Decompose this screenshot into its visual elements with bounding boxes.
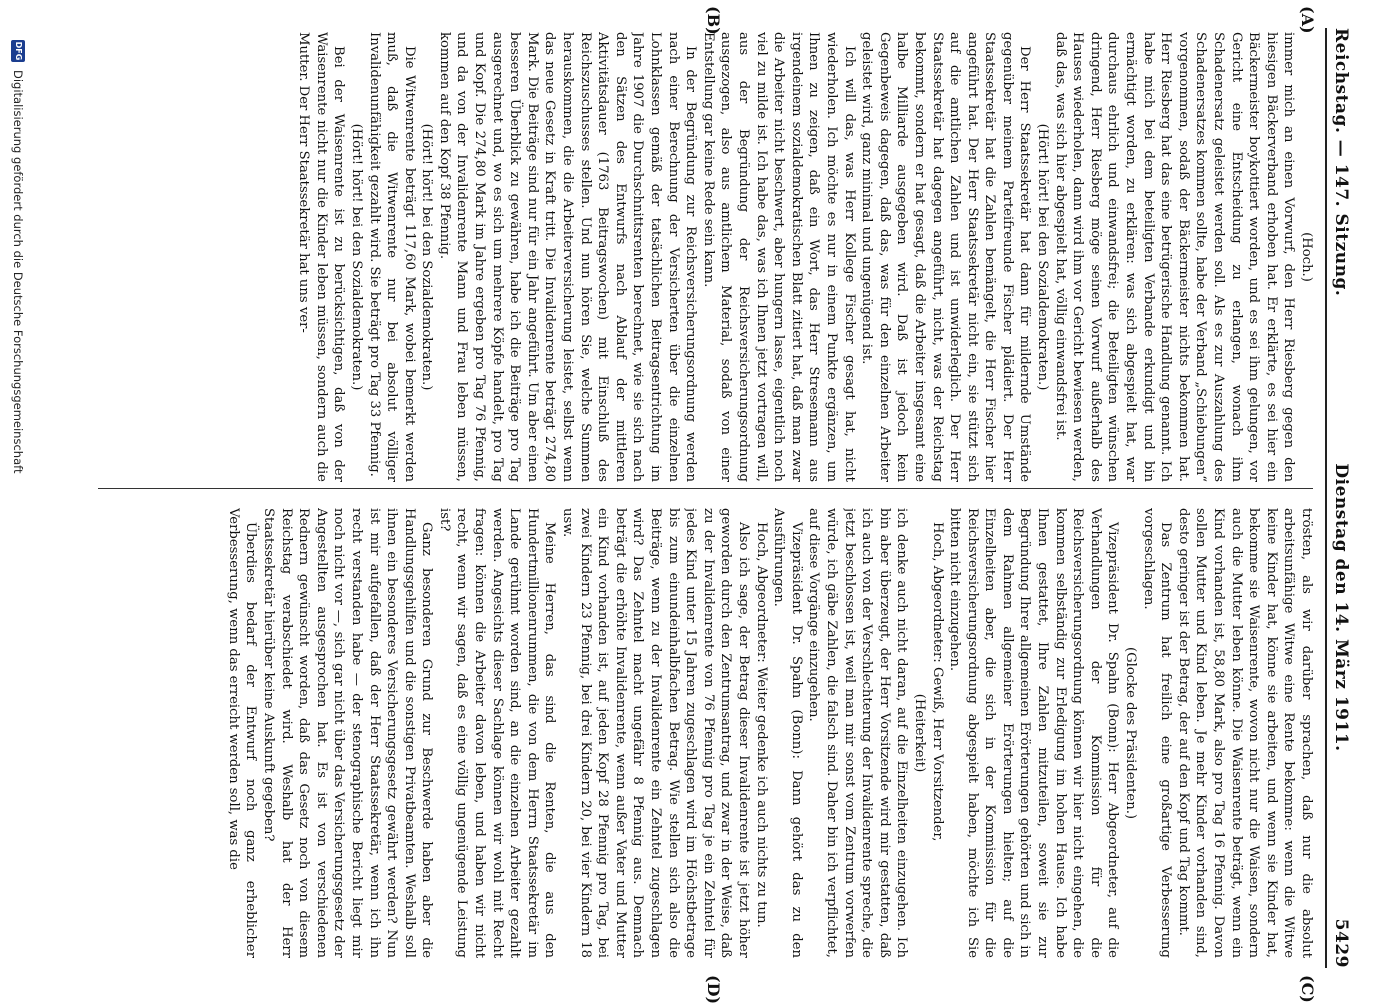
- paragraph: ich denke auch nicht daran, auf die Einzelheiten einzugehen. Ich bin aber überzeugt, der Herr Vorsitzende wird mir gestatten, daß ich auch von der Verschlechterung der Invalidenrente spreche, die jetzt beschlossen ist, weil man mir sonst vom Zentrum vorwerfen würde, ich gäbe Zahlen, die falsch sind. Daher bin ich verpflichtet, auf diese Vorgänge einzugehen.: [806, 508, 910, 958]
- interjection: (Heiterkeit): [911, 693, 927, 773]
- header-left: Reichstag. — 147. Sitzung.: [1331, 28, 1351, 297]
- speaker-paragraph: Vizepräsident Dr. Spahn (Bonn): Dann gehört das zu den Ausführungen.: [771, 508, 804, 958]
- interjection: (Hört! hört! bei den Sozialdemokraten.): [348, 123, 364, 391]
- left-column: [100, 32, 1315, 482]
- column-divider: [98, 488, 1313, 489]
- dfg-logo-icon: DFG: [11, 40, 25, 62]
- page-header: [1331, 28, 1361, 968]
- paragraph: Überdies bedarf der Entwurf noch ganz erheblicher Verbesserung, wenn das erreicht werden soll, was die: [225, 508, 259, 958]
- margin-marker-c: (C): [1298, 975, 1317, 1003]
- right-column: [100, 508, 1315, 958]
- speaker-paragraph: Hoch, Abgeordneter: Gewiß, Herr Vorsitzender,: [929, 522, 945, 842]
- paragraph: Die Witwenrente beträgt 117,60 Mark, wobei bemerkt werden muß, daß die Witwenrente nur bei absolut völliger Invalidenunfähigkeit gezahlt wird. Sie beträgt pro Tag 33 Pfennig.: [366, 32, 417, 482]
- speaker-paragraph: Hoch, Abgeordneter: Weiter gedenke ich auch nichts zu tun.: [753, 522, 769, 928]
- header-date: Dienstag den 14. März 1911.: [1331, 463, 1351, 752]
- margin-marker-b: (B): [704, 6, 723, 35]
- interjection: (Glocke des Präsidenten.): [1123, 646, 1139, 820]
- paragraph: In der Begründung zur Reichsversicherungsordnung werden nach einer Berechnung der Versicherten über die einzelnen Lohnklassen gemäß der tatsächlichen Beitragsentrichtung im Jahre 1907 die Durchschnittsrenten berechnet, wie sie sich nach den Sätzen des Entwurfs nach Ablauf der mittleren Aktivitätsdauer (1763 Beitragswochen) mit Einschluß des Reichszuschusses stellen. Und nun hören Sie, welche Summen herauskommen, die die Arbeiterversicherung leistet, selbst wenn das neue Gesetz in Kraft tritt. Die Invalidenrente beträgt 274,80 Mark. Die Beiträge sind nur für ein Jahr angeführt. Um aber einen besseren Überblick zu gewähren, habe ich die Beiträge pro Tag ausgerechnet und, wo es sich um mehrere Köpfe handelt, pro Tag und Kopf. Die 274,80 Mark im Jahre ergeben pro Tag 76 Pfennig, und da von der Invalidenrente Mann und Frau leben müssen, kommen auf den Kopf 38 Pfennig.: [436, 32, 699, 482]
- margin-marker-a: (A): [1298, 6, 1317, 34]
- paragraph: Meine Herren, das sind die Renten, die aus den Hundertmillionenrummen, die von dem Herrn Staatssekretär im Lande gerühmt worden sind, an die einzelnen Arbeiter gezahlt werden. Angesichts dieser Sachlage können wir wohl mit Recht fragen: können die Arbeiter davon leben, und haben wir nicht recht, wenn wir sagen, daß es eine völlig ungenügende Leistung ist?: [436, 508, 558, 958]
- paragraph: Bei der Waisenrente ist zu berücksichtigen, daß von der Waisenrente nicht nur die Kinder leben müssen, sondern auch die Mutter. Der Herr Staatssekretär hat uns ver-: [296, 32, 347, 482]
- paragraph: immer mich an einen Vorwurf, den Herr Riesberg gegen den hiesigen Bäckerverband erhoben hat. Er erklärte, es sei hier ein Bäckermeister boykottiert worden, und es sei ihm gelungen, vor Gericht eine Entscheidung zu erlangen, wonach ihm Schadenersatz geleistet werden soll. Als es zur Auszahlung des Schadenersatzes kommen sollte, habe der Verband „Schiebungen“ vorgenommen, sodaß der Bäckermeister nichts bekommen hat. Herr Riesberg hat das eine betrügerische Handlung genannt. Ich habe mich bei dem beteiligten Verbande erkundigt und bin ermächtigt worden, zu erklären: was sich abgespielt hat, war durchaus ehrlich und einwandsfrei; die Beteiligten wünschen dringend, Herr Riesberg möge seinen Vorwurf außerhalb des Hauses wiederholen, dann wird ihm vor Gericht bewiesen werden, daß das, was sich hier abgespielt hat, völlig einwandsfrei ist.: [1052, 32, 1297, 482]
- speaker-paragraph: Vizepräsident Dr. Spahn (Bonn): Herr Abgeordneter, auf die Verhandlungen der Kommission für die Reichsversicherungsordnung können wir hier nicht eingehen, die kommen selbständig zur Erledigung im hohen Hause. Ich habe Ihnen gestattet, Ihre Zahlen mitzuteilen, soweit sie zur Begründung Ihrer allgemeinen Erörterungen gehörten und sich in dem Rahmen allgemeiner Erörterungen hielten; auf die Einzelheiten aber, die sich in der Kommission für die Reichsversicherungsordnung abgespielt haben, möchte ich Sie bitten nicht einzugehen.: [947, 508, 1121, 958]
- interjection: (Hört! hört! bei den Sozialdemokraten.): [419, 123, 435, 391]
- paragraph: Ich will das, was Herr Kollege Fischer gesagt hat, nicht wiederholen. Ich möchte es nur in einem Punkte ergänzen, um Ihnen zu zeigen, daß ein Wort, das Herr Stresemann aus irgendeinem sozialdemokratischen Blatt zitiert hat, daß man zwar die Arbeiter nicht beschwert, aber hungern lasse, eigentlich noch viel zu milde ist. Ich habe das, was ich Ihnen jetzt vortragen will, aus der Begründung der Reichsversicherungsordnung ausgezogen, also aus amtlichem Material, sodaß von einer Entstellung gar keine Rede sein kann.: [700, 32, 857, 482]
- digitization-credit: [8, 40, 28, 940]
- paragraph: Also ich sage, der Betrag dieser Invalidenrente ist jetzt höher geworden durch den Zentrumsantrag, und zwar in der Weise, daß zu der Invalidenrente von 76 Pfennig pro Tag je ein Zehntel für jedes Kind unter 15 Jahren zugeschlagen wird im Höchstbetrage bis zum einundeinhalbfachen Betrag. Wie stellen sich also die Beiträge, wenn zu der Invalidenrente ein Zehntel zugeschlagen wird? Das Zehntel macht ungefähr 8 Pfennig aus. Demnach beträgt die erhöhte Invalidenrente, wenn außer Vater und Mutter ein Kind vorhanden ist, auf jeden Kopf 28 Pfennig pro Tag, bei zwei Kindern 23 Pfennig, bei drei Kindern 20, bei vier Kindern 18 usw.: [560, 508, 751, 958]
- interjection: (Hört! hört! bei den Sozialdemokraten.): [1035, 123, 1051, 391]
- margin-marker-d: (D): [704, 975, 723, 1004]
- page-number: 5429: [1331, 918, 1351, 968]
- speaker-tag: (Hoch.): [1299, 232, 1314, 282]
- paragraph: trösten, als wir darüber sprachen, daß nur die absolut arbeitsunfähige Witwe eine Rente bekomme: wenn die Witwe keine Kinder hat, könne sie arbeiten, und wenn sie Kinder hat, bekomme sie Waisenrente, wovon nicht nur die Waisen, sondern auch die Mutter leben könne. Die Waisenrente beträgt, wenn ein Kind vorhanden ist, 58,80 Mark, also pro Tag 16 Pfennig. Davon sollen Mutter und Kind leben. Je mehr Kinder vorhanden sind, desto geringer ist der Betrag, der auf den Kopf und Tag kommt.: [1175, 508, 1314, 958]
- paragraph: Der Herr Staatssekretär hat dann für mildernde Umstände gegenüber meinem Parteifreunde Fischer plädiert. Der Herr Staatssekretär hat die Zahlen bemängelt, die Herr Fischer hier angeführt hat. Der Herr Staatssekretär nicht ein, sie stützt sich auf die amtlichen Zahlen und ist unwiderleglich. Der Herr Staatssekretär hat dagegen angeführt, nicht, was der Reichstag bekommt, sondern er hat gesagt, daß die Arbeiter insgesamt eine halbe Milliarde ausgegeben wird. Daß ist jedoch kein Gegenbeweis dagegen, daß das, was für den einzelnen Arbeiter geleistet wird, ganz minimal und ungenügend ist.: [859, 32, 1033, 482]
- header-rule: [1325, 28, 1327, 968]
- paragraph: Das Zentrum hat freilich eine großartige Verbesserung vorgeschlagen.: [1140, 508, 1174, 958]
- credit-text: Digitalisierung gefördert durch die Deutsche Forschungsgemeinschaft: [11, 70, 25, 474]
- paragraph: Ganz besonderen Grund zur Beschwerde haben aber die Handlungsgehilfen und die sonstigen Privatbeamten. Weshalb soll ihnen ein besonderes Versicherungsgesetz gewährt werden? Nun ist mir aufgefallen, daß der Herr Staatssekretär, wenn ich ihn recht verstanden habe — der stenographische Bericht liegt mir noch nicht vor —, sich gar nicht über das Versicherungsgesetz der Angestellten ausgesprochen hat. Es ist von verschiedenen Rednern gewünscht worden, daß das Gesetz noch von diesem Reichstag verabschiedet wird. Weshalb hat der Herr Staatssekretär hierüber keine Auskunft gegeben?: [260, 508, 435, 958]
